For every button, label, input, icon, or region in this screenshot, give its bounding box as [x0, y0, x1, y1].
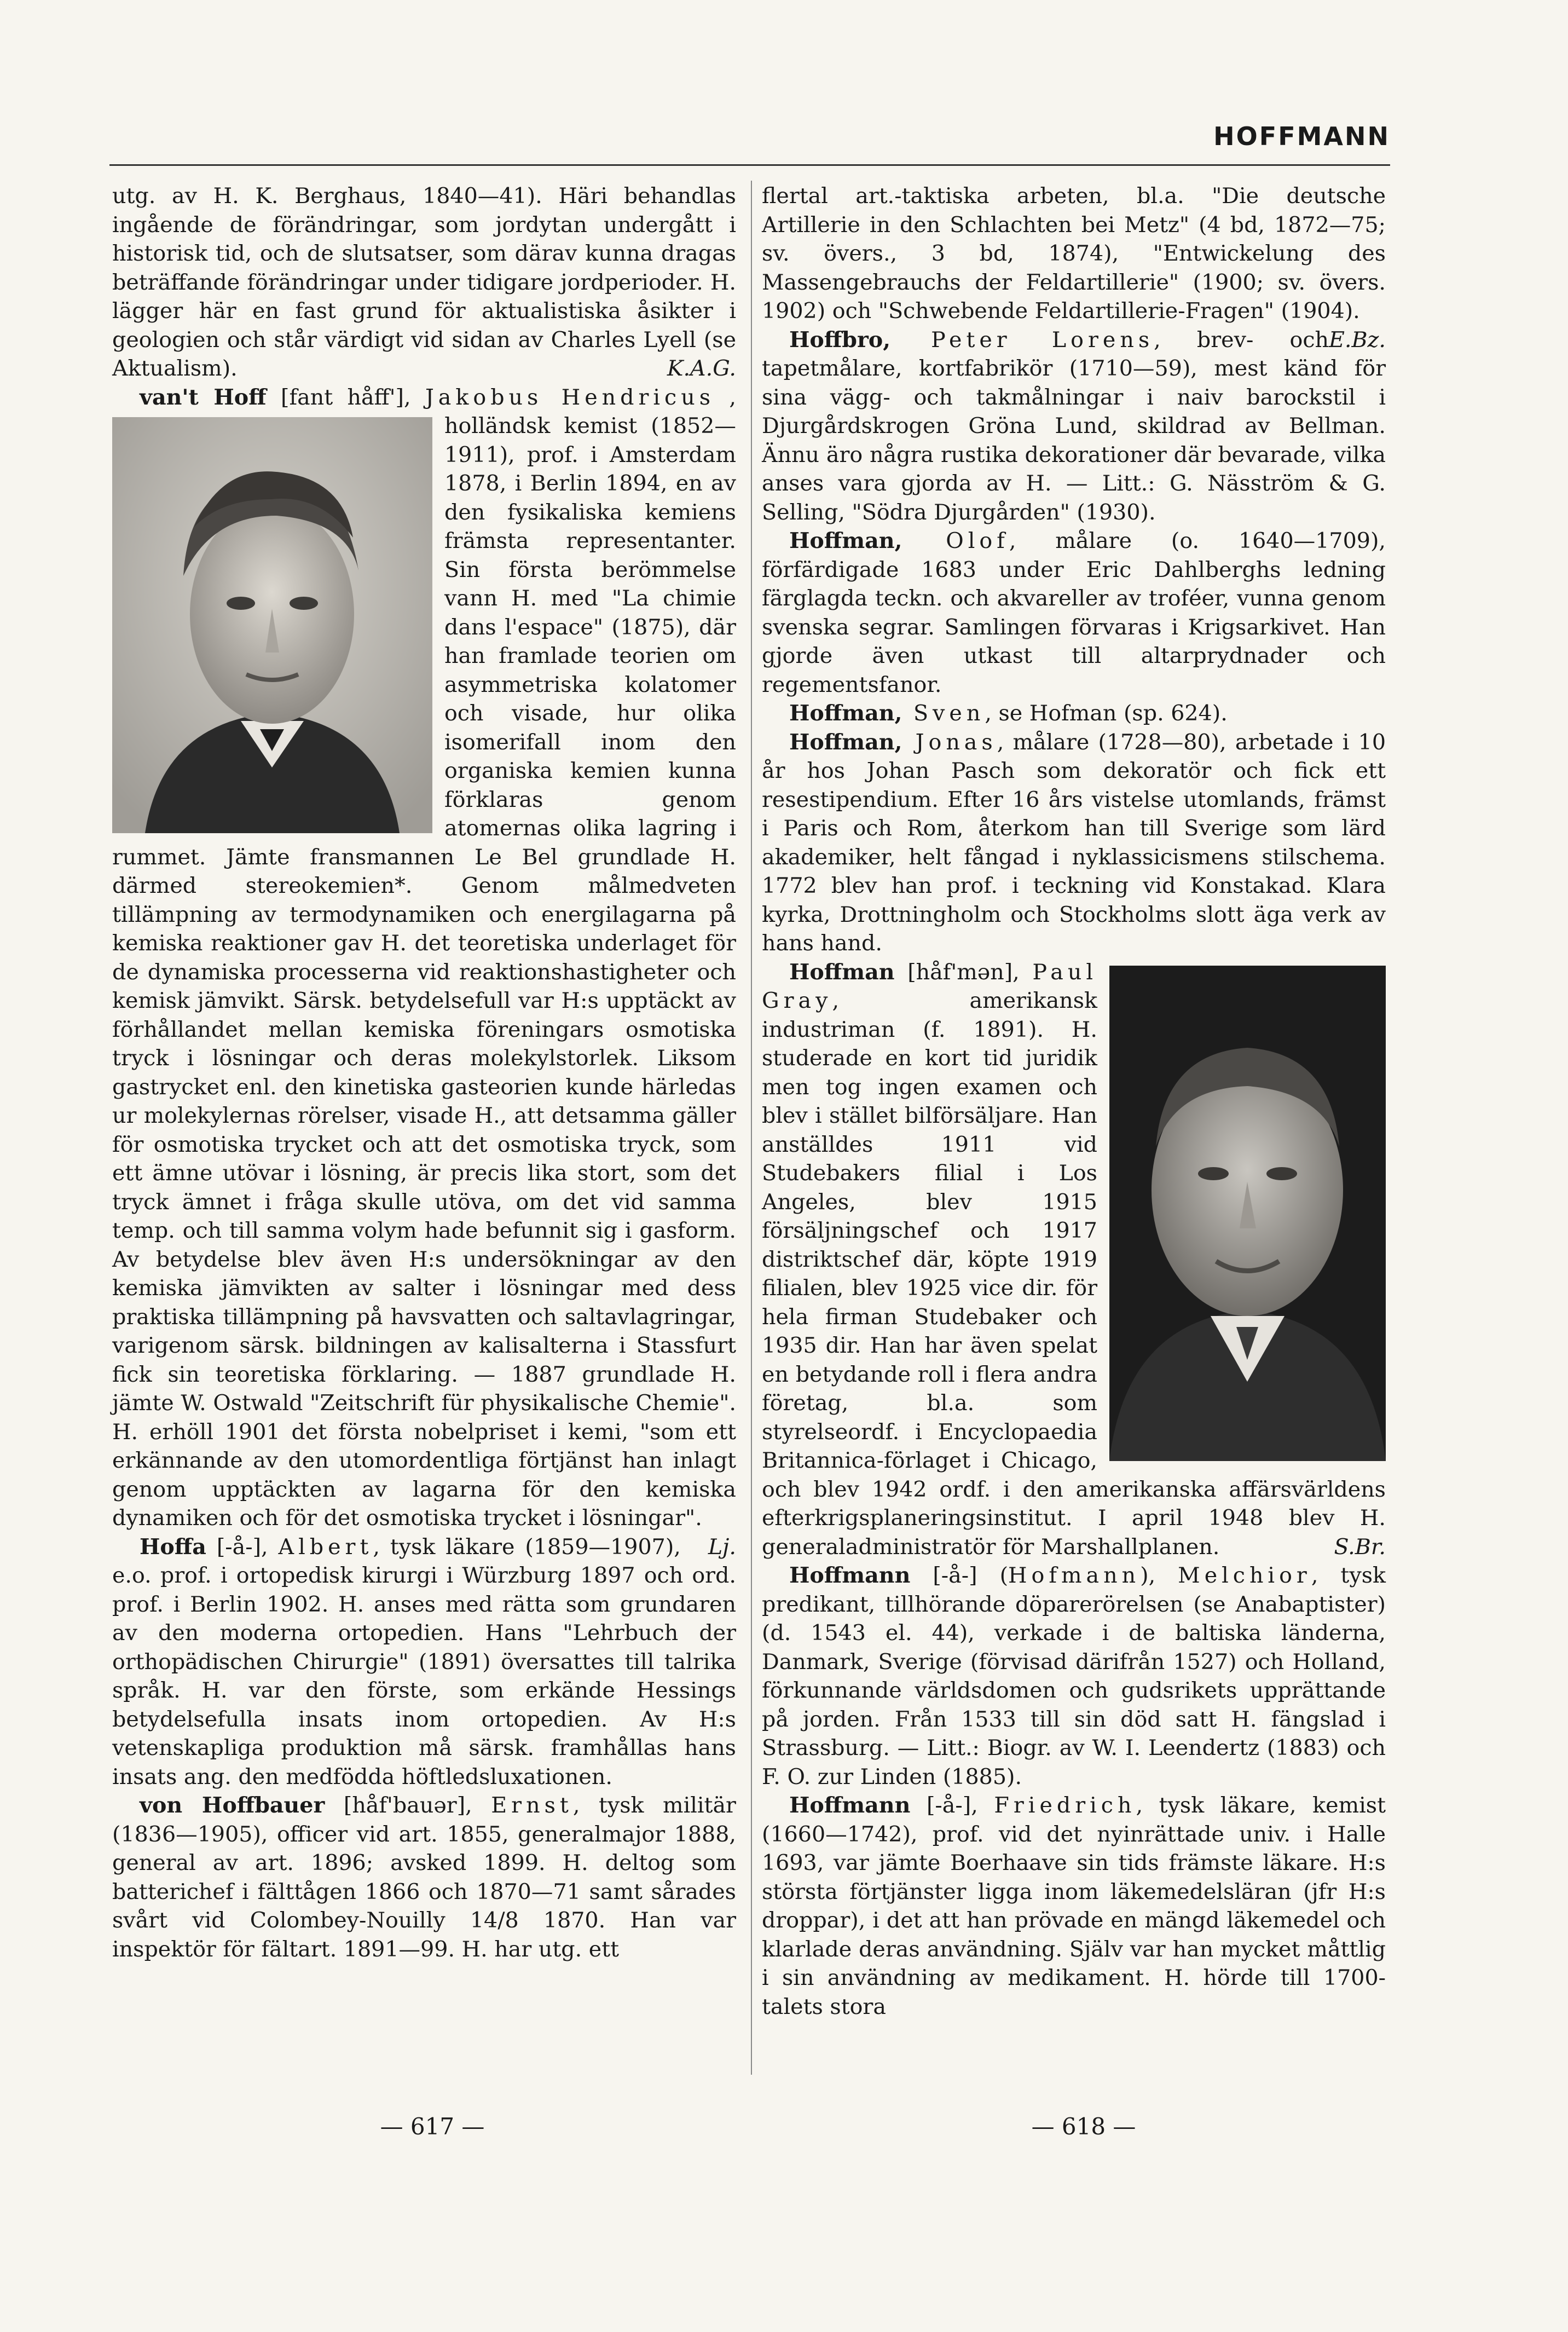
headword: Hoffman, [789, 701, 902, 726]
entry-hoffmann-friedrich [762, 1791, 1386, 2021]
pronunciation: [håf'bauər], [325, 1793, 491, 1818]
given-name: Albert [278, 1534, 373, 1560]
entry-text: , se Hofman (sp. 624). [985, 701, 1228, 726]
entry-text: , tysk militär (1836—1905), officer vid art. 1855, generalmajor 1888, general av art. 1896; avsked 1899. H. deltog som batterichef i fälttågen 1866 och 1870—71 samt sårades svårt vid Colombey-Nouilly 14/8 1870. Han var inspektör för fältart. 1891—99. H. har utg. ett [112, 1793, 736, 1962]
given-name: Paul Gray [762, 959, 1097, 1013]
entry-hoffman-olof [762, 527, 1386, 699]
header-rule [109, 164, 1390, 166]
headword: Hoffmann [789, 1563, 911, 1588]
column-rule [751, 181, 752, 2075]
pronunciation: [-å-], [206, 1534, 279, 1560]
entry-hoffbro [762, 326, 1386, 527]
entry-hoffbauer [112, 1791, 736, 1964]
headword: Hoffman, [789, 528, 902, 553]
portrait-photo-icon [112, 417, 432, 833]
entry-text: , holländsk kemist (1852—1911), prof. i Amsterdam 1878, i Berlin 1894, en av den fysikaliska kemiens främsta representanter. Sin första berömmelse vann H. med "La chimie dans l'espace" (1875), där han framlade teorien om asymmetriska kolatomer och visade, hur olika isomerifall inom den organiska kemien kunna förklaras genom atomernas olika lagring i rummet. Jämte fransmannen Le Bel grundlade H. därmed stereokemien*. Genom målmedveten tillämpning av termodynamiken och energilagarna på kemiska reaktioner gav H. det teoretiska underlaget för de dynamiska processerna vid reaktionshastigheter och kemisk jämvikt. Särsk. betydelsefull var H:s upptäckt av förhållandet mellan kemiska föreningars osmotiska tryck i lösningar och deras molekylstorlek. Liksom gastrycket enl. den kinetiska gasteorien kunde härledas ur molekylernas rörelser, visade H., att detsamma gäller för osmotiska trycket och att det osmotiska tryck, som ett ämne utövar i lösning, är precis lika stort, som det tryck ämnet i fråga skulle utöva, om det vid samma temp. och till samma volym hade befunnit sig i gasform. Av betydelse blev även H:s undersökningar av den kemiska jämvikten av salter i lösningar med dess praktiska tillämpning på havsvatten och saltavlagringar, varigenom särsk. bildningen av kalisalterna i Stassfurt fick sin teoretiska förklaring. — 1887 grundlade H. jämte W. Ostwald "Zeitschrift für physikalische Chemie". H. erhöll 1901 det första nobelpriset i kemi, "som ett erkännande av den utomordentliga förtjänst han inlagt genom upptäckten av lagarna för den kemiska dynamiken och för det osmotiska trycket i lösningar". [112, 384, 736, 1531]
given-name: Friedrich [994, 1793, 1136, 1818]
pronunciation-close: ), [1140, 1563, 1178, 1588]
entry-text: , tysk läkare (1859—1907), e.o. prof. i ortopedisk kirurgi i Würzburg 1897 och ord. prof. i Berlin 1902. H. anses med rätta som grundaren av den moderna ortopedien. Hans "Lehrbuch der orthopädischen Chirurgie" (1891) översattes till talrika språk. H. var den förste, som erkände Hessings betydelsefulla insats inom ortopedien. Av H:s vetenskapliga produktion må särsk. framhållas hans insats ang. den medfödda höftledsluxationen. [112, 1534, 736, 1790]
author-signature: K.A.G. [667, 356, 736, 381]
paragraph-text: utg. av H. K. Berghaus, 1840—41). Häri behandlas ingående de förändringar, som jordytan undergått i historisk tid, och de slutsatser, som därav kunna dragas beträffande förändringar under tidigare jordperioder. H. lägger här en fast grund för aktualistiska åsikter i geologien och står värdigt vid sidan av Charles Lyell (se Aktualism). [112, 183, 736, 381]
pronunciation: [-å-], [910, 1793, 994, 1818]
given-name: Jakobus Hendricus [425, 384, 715, 410]
headword: Hoffmann [789, 1793, 911, 1818]
pronunciation: [håf'mən], [894, 959, 1033, 985]
headword: Hoffbro, [789, 327, 890, 353]
left-column [112, 182, 736, 1964]
pronunciation: [-å-] ( [910, 1563, 1009, 1588]
portrait-vanthoff [112, 417, 432, 833]
given-name: Ernst [491, 1793, 573, 1818]
paragraph-text: flertal art.-taktiska arbeten, bl.a. "Die deutsche Artillerie in den Schlachten bei Metz" (4 bd, 1872—75; sv. övers., 3 bd, 1874), "Entwickelung des Massengebrauchs der Feldartillerie" (1900; sv. övers. 1902) och "Schwebende Feldartillerie-Fragen" (1904). [762, 183, 1386, 324]
entry-text: , målare (1728—80), arbetade i 10 år hos Johan Pasch som dekoratör och fick ett resestipendium. Efter 16 års vistelse utomlands, främst i Paris och Rom, återkom han till Sverige som lärd akademiker, helt fångad i nyklassicismens stilschema. 1772 blev han prof. i teckning vid Konstakad. Klara kyrka, Drottningholm och Stockholms slott äga verk av hans hand. [762, 729, 1386, 956]
entry-hoffa [112, 1533, 736, 1792]
given-name: Olof [902, 528, 1009, 553]
given-name: Jonas [902, 729, 997, 755]
paragraph-continuation [112, 182, 736, 383]
headword: Hoffman [789, 959, 895, 985]
entry-text: , brev- och tapetmålare, kortfabrikör (1710—59), mest känd för sina vägg- och takmålningar i naiv barockstil i Djurgårdskrogen Gröna Lund, skildrad av Bellman. Ännu äro några rustika dekorationer där bevarade, vilka anses vara gjorda av H. — Litt.: G. Näsström & G. Selling, "Södra Djurgården" (1930). [762, 327, 1386, 525]
headword: van't Hoff [140, 384, 267, 410]
portrait-hoffman [1109, 966, 1386, 1461]
author-signature: S.Br. [1334, 1534, 1386, 1560]
headword: Hoffa [140, 1534, 206, 1560]
entry-hoffman-jonas [762, 728, 1386, 958]
headword: Hoffman, [789, 729, 902, 755]
entry-text: , amerikansk industriman (f. 1891). H. studerade en kort tid juridik men tog ingen examen och blev i stället bilförsäljare. Han anställdes 1911 vid Studebakers filial i Los Angeles, blev 1915 försäljningschef och 1917 distriktschef där, köpte 1919 filialen, blev 1925 vice dir. för hela firman Studebaker och 1935 dir. Han har även spelat en betydande roll i flera andra företag, bl.a. som styrelseordf. i Encyclopaedia Britannica-förlaget i Chicago, och blev 1942 ordf. i den amerikanska affärsvärldens efterkrigsplaneringsinstitut. I april 1948 blev H. generaladministratör för Marshallplanen. [762, 988, 1386, 1560]
running-head: HOFFMANN [1213, 122, 1390, 151]
portrait-photo-icon [1109, 966, 1386, 1461]
page-number-left: — 617 — [380, 2113, 485, 2140]
entry-hoffman-paul [762, 958, 1386, 1562]
given-name: Sven [902, 701, 985, 726]
entry-text: , målare (o. 1640—1709), förfärdigade 1683 under Eric Dahlberghs ledning färglagda teckn. och akvareller av troféer, vunna genom svenska segrar. Samlingen förvaras i Krigsarkivet. Han gjorde även utkast till altarprydnader och regementsfanor. [762, 528, 1386, 697]
entry-hoffman-sven [762, 699, 1386, 728]
entry-text: , tysk läkare, kemist (1660—1742), prof. vid det nyinrättade univ. i Halle 1693, var jämte Boerhaave sin tids främste läkare. H:s största förtjänster ligga inom läkemedelsläran (jfr H:s droppar), i det att han prövade en mängd läkemedel och klarlade deras användning. Själv var han mycket måttlig i sin användning av medikament. H. hörde till 1700-talets stora [762, 1793, 1386, 2019]
author-signature: Lj. [708, 1534, 736, 1560]
headword: von Hoffbauer [140, 1793, 325, 1818]
given-name: Peter Lorens [890, 327, 1154, 353]
alternate-name: Hofmann [1008, 1563, 1141, 1588]
entry-hoffmann-melchior [762, 1561, 1386, 1791]
right-column [762, 182, 1386, 2021]
entry-text: , tysk predikant, tillhörande döparerörelsen (se Anabaptister) (d. 1543 el. 44), verkade i de baltiska länderna, Danmark, Sverige (förvisad därifrån 1527) och Holland, förkunnande världsdomen och gudsrikets upprättande på jorden. Från 1533 till sin död satt H. fängslad i Strassburg. — Litt.: Biogr. av W. I. Leendertz (1883) och F. O. zur Linden (1885). [762, 1563, 1386, 1790]
pronunciation: [fant håff'], [266, 384, 425, 410]
given-name: Melchior [1178, 1563, 1311, 1588]
page-number-right: — 618 — [1031, 2113, 1136, 2140]
author-signature: E.Bz. [1329, 327, 1386, 353]
